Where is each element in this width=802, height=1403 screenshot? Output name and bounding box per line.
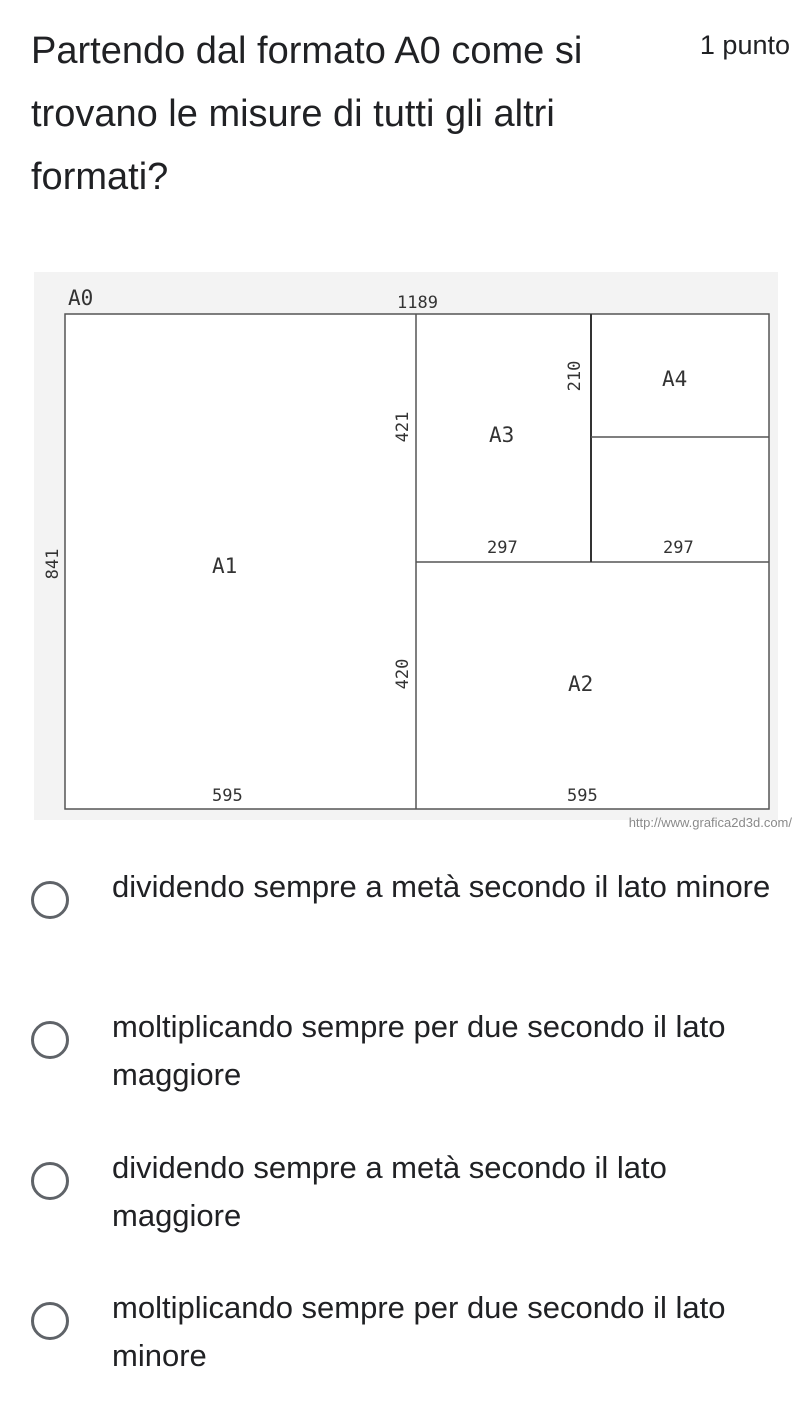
option-4[interactable] [0, 1276, 802, 1376]
dim-a2-height: 420 [393, 658, 413, 690]
dim-a4-height: 210 [565, 360, 585, 392]
dim-a3-height: 421 [393, 411, 413, 443]
radio-button[interactable] [31, 1021, 69, 1059]
dim-a4-width: 297 [663, 538, 694, 558]
radio-button[interactable] [31, 881, 69, 919]
dim-a3-width: 297 [487, 538, 518, 558]
image-source-url: http://www.grafica2d3d.com/ [628, 815, 792, 830]
option-label: moltiplicando sempre per due secondo il lato maggiore [112, 1009, 726, 1092]
question-points: 1 punto [699, 30, 790, 60]
option-1[interactable] [0, 855, 802, 955]
label-a2: A2 [568, 672, 594, 696]
dim-1189: 1189 [397, 293, 438, 313]
option-2[interactable] [0, 995, 802, 1095]
label-a0: A0 [68, 286, 94, 310]
radio-button[interactable] [31, 1162, 69, 1200]
dim-a2-width: 595 [567, 786, 598, 806]
label-a3: A3 [489, 423, 515, 447]
option-label: dividendo sempre a metà secondo il lato minore [112, 869, 771, 904]
radio-button[interactable] [31, 1302, 69, 1340]
paper-formats-diagram [34, 272, 778, 820]
dim-a1-width: 595 [212, 786, 243, 806]
question-title: Partendo dal formato A0 come si trovano le misure di tutti gli altri formati? [31, 30, 583, 198]
dim-841: 841 [43, 548, 63, 580]
option-label: dividendo sempre a metà secondo il lato maggiore [112, 1150, 667, 1233]
label-a1: A1 [212, 554, 238, 578]
label-a4: A4 [662, 367, 688, 391]
option-label: moltiplicando sempre per due secondo il lato minore [112, 1290, 726, 1373]
option-3[interactable] [0, 1136, 802, 1236]
